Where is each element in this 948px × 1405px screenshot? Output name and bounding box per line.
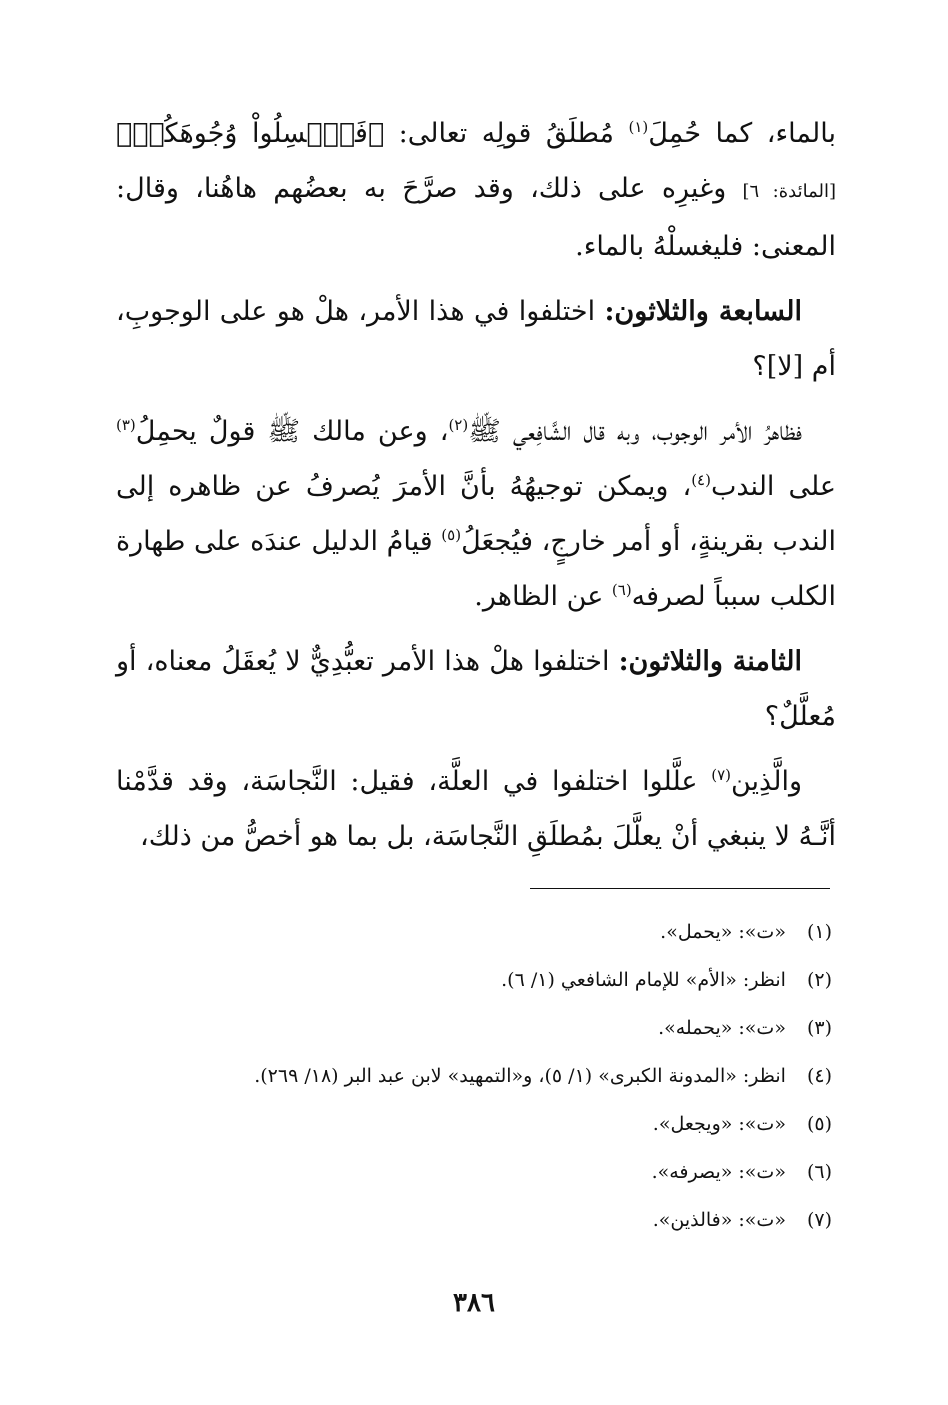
footnote-text: «ت»: «فالذين». [652, 1209, 786, 1231]
footnote-number: (٣) [806, 1017, 832, 1039]
footnote-number: (١) [806, 921, 832, 943]
page-number: ٣٨٦ [453, 1288, 495, 1318]
section-heading-38: الثامنة والثلاثون: [618, 646, 802, 677]
footnote-item [116, 956, 832, 1004]
paragraph-4 [116, 634, 836, 744]
main-text [116, 106, 836, 874]
footnote-text: «ت»: «يحمل». [660, 921, 786, 943]
footnote-marker-2: (٢) [448, 416, 469, 434]
paragraph-1 [116, 106, 836, 274]
footnotes-list [116, 908, 832, 1244]
paragraph-text: عن الظاهر. [474, 581, 612, 612]
footnote-marker-5: (٥) [441, 526, 462, 544]
paragraph-text: مُطلَقُ قولِه تعالى: [384, 118, 629, 149]
footnote-item [116, 1004, 832, 1052]
paragraph-text: والَّذِين [730, 766, 802, 797]
footnote-number: (٦) [806, 1161, 832, 1183]
footnote-text: انظر: «المدونة الكبرى» (١/ ٥)، و«التمهيد» لابن عبد البر (١٨/ ٢٦٩). [254, 1065, 786, 1087]
footnote-item [116, 1196, 832, 1244]
paragraph-text: قيامُ الدليل عندَه على طهارة الكلب سبباً لصرفه [116, 526, 836, 612]
footnote-marker-3: (٣) [116, 416, 136, 434]
paragraph-3 [116, 404, 836, 624]
footnote-text: «ت»: «يصرفه». [651, 1161, 786, 1183]
footnote-text: انظر: «الأم» للإمام الشافعي (١/ ٦). [501, 969, 786, 991]
paragraph-text: وغيرِه على ذلك، وقد صرَّحَ به بعضُهم هاهُنا، وقال: المعنى: فليغسلْهُ بالماء. [116, 173, 836, 262]
paragraph-text: على الندب [710, 471, 836, 502]
footnote-item [116, 908, 832, 956]
footnote-number: (٧) [806, 1209, 832, 1231]
paragraph-text: اختلفوا في هذا الأمر، هلْ هو على الوجوبِ، أم [لا]؟ [116, 296, 836, 382]
paragraph-text: اختلفوا هلْ هذا الأمر تعبُّدِيٌّ لا يُعقَلُ معناه، أو مُعلَّلٌ؟ [116, 646, 836, 732]
paragraph-text: ، ويمكن توجيهُهُ بأنَّ الأمرَ يُصرفُ عن ظاهره إلى الندب بقرينةٍ، أو أمر خارجٍ، فيُجعَلُ [116, 471, 836, 557]
footnote-number: (٤) [806, 1065, 832, 1087]
paragraph-text: فظاهرُ الأمر الوجوب، وبه قال الشَّافِعي ﷺ [468, 416, 803, 447]
footnote-marker-6: (٦) [611, 581, 632, 599]
footnote-marker-1: (١) [628, 118, 649, 136]
footnote-divider [530, 888, 830, 889]
paragraph-text: ، وعن مالك ﷺ قولٌ يحمِلُ [135, 416, 449, 447]
footnote-number: (٥) [806, 1113, 832, 1135]
paragraph-text: بالماء، كما حُمِلَ [648, 118, 836, 149]
paragraph-5 [116, 754, 836, 864]
footnote-item [116, 1148, 832, 1196]
footnote-marker-4: (٤) [691, 471, 711, 489]
verse-reference: [المائدة: ٦] [742, 181, 836, 202]
footnote-text: «ت»: «يحمله». [658, 1017, 786, 1039]
footnote-item [116, 1052, 832, 1100]
footnote-marker-7: (٧) [711, 766, 731, 784]
quran-verse: ﴿فَٱغۡسِلُواْ وُجُوهَكُمۡ﴾ [116, 118, 385, 149]
paragraph-text: علَّلوا اختلفوا في العلَّة، فقيل: النَّجاسَة، وقد قدَّمْنا أنَّـهُ لا ينبغي أنْ يعلَّلَ بمُطلَقِ النَّجاسَة، بل بما هو أخصُّ من ذلك، [116, 766, 836, 852]
footnote-text: «ت»: «ويجعل». [652, 1113, 786, 1135]
footnote-item [116, 1100, 832, 1148]
paragraph-2 [116, 284, 836, 394]
section-heading-37: السابعة والثلاثون: [604, 296, 802, 327]
footnote-number: (٢) [806, 969, 832, 991]
